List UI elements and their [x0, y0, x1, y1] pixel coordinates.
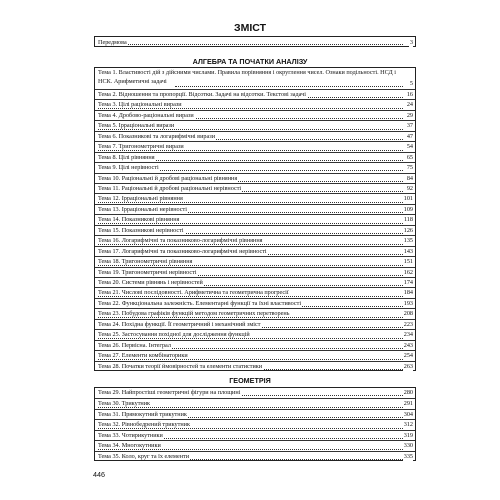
- toc-entry-page: 291: [403, 399, 413, 409]
- preface-box: [94, 36, 416, 47]
- toc-row: [95, 68, 415, 89]
- toc-entry-label: Тема 20. Системи рівнянь і нерівностей: [98, 279, 203, 286]
- toc-entry-label: Тема 19. Тригонометричні нерівності: [98, 268, 197, 276]
- toc-entry-label: Тема 11. Раціональні й дробові раціональні нерівності: [98, 184, 242, 192]
- toc-entry-label: Тема 14. Показникові рівняння: [98, 216, 180, 224]
- toc-entry-page: 263: [403, 362, 413, 372]
- toc-entry-page: 304: [403, 410, 413, 420]
- toc-entry-page: 234: [403, 330, 413, 340]
- section-title-algebra: АЛГЕБРА ТА ПОЧАТКИ АНАЛІЗУ: [192, 57, 308, 66]
- toc-entry-page: 208: [403, 309, 413, 319]
- toc-entry-label: Тема 17. Логарифмічні та показниково-логарифмічні нерівності: [98, 247, 267, 255]
- algebra-toc-box: [94, 67, 416, 371]
- toc-entry-page: 118: [403, 215, 413, 225]
- toc-entry-page: 193: [403, 299, 413, 309]
- toc-entry-page: 330: [403, 441, 413, 451]
- dot-leader: [175, 86, 403, 87]
- toc-row: [95, 361, 415, 372]
- toc-entry-label: Тема 12. Ірраціональні рівняння: [98, 195, 183, 203]
- toc-entry-label: Тема 1. Властивості дій з дійсними числами. Правила порівняння і округлення чисел. Ознаки подільності. НСД і НСК. Арифметичні задачі: [98, 69, 396, 85]
- toc-entry-page: 243: [403, 341, 413, 351]
- toc-entry-page: 174: [403, 278, 413, 288]
- toc-entry-label: Тема 30. Трикутник: [98, 400, 151, 408]
- toc-entry-page: 16: [406, 90, 413, 100]
- toc-entry-label: Тема 31. Прямокутний трикутник: [98, 410, 187, 418]
- toc-entry-label: Тема 6. Показникові та логарифмічні вирази: [98, 132, 216, 140]
- toc-entry-page: 162: [403, 268, 413, 278]
- geometry-toc-box: [94, 387, 416, 461]
- toc-entry-page: 3: [409, 38, 413, 46]
- toc-entry-label: Тема 29. Найпростіші геометричні фігури на площині: [98, 389, 241, 396]
- toc-row-preface: [95, 38, 415, 48]
- toc-entry-label: Тема 3. Цілі раціональні вирази: [98, 101, 182, 109]
- toc-entry-page: 335: [403, 452, 413, 462]
- toc-entry-page: 5: [409, 79, 413, 87]
- toc-entry-label: Тема 21. Числові послідовності. Арифметична та геометрична прогресії: [98, 289, 289, 297]
- toc-entry-label: Тема 5. Ірраціональні вирази: [98, 122, 175, 130]
- toc-entry-page: 92: [406, 184, 413, 194]
- toc-entry-page: 37: [406, 121, 413, 131]
- toc-entry-page: 135: [403, 236, 413, 246]
- toc-entry-label: Тема 34. Многокутники: [98, 442, 161, 450]
- toc-entry-label: Тема 16. Логарифмічні та показниково-логарифмічні рівняння: [98, 237, 263, 245]
- toc-entry-label: Тема 10. Раціональні й дробові раціональні рівняння: [98, 174, 238, 182]
- toc-entry-label: Передмова: [98, 38, 127, 46]
- toc-entry-label: Тема 27. Елементи комбінаторики: [98, 352, 188, 360]
- page-number: 446: [93, 470, 105, 479]
- toc-entry-label: Тема 33. Чотирикутники: [98, 431, 163, 439]
- toc-entry-page: 54: [406, 142, 413, 152]
- toc-entry-page: 75: [406, 163, 413, 173]
- section-title-geometry: ГЕОМЕТРІЯ: [229, 376, 271, 385]
- toc-entry-page: 319: [403, 431, 413, 441]
- toc-entry-page: 84: [406, 174, 413, 184]
- toc-entry-label: Тема 13. Ірраціональні нерівності: [98, 205, 187, 213]
- toc-entry-label: Тема 25. Застосування похідної для дослідження функцій: [98, 331, 250, 339]
- toc-entry-label: Тема 15. Показникові нерівності: [98, 226, 184, 234]
- toc-entry-page: 223: [403, 320, 413, 330]
- toc-entry-page: 254: [403, 351, 413, 361]
- toc-entry-label: Тема 18. Тригонометричні рівняння: [98, 258, 193, 266]
- toc-entry-label: Тема 32. Рівнобедрений трикутник: [98, 421, 190, 429]
- toc-entry-label: Тема 35. Коло, круг та їх елементи: [98, 452, 190, 460]
- toc-entry-page: 101: [403, 194, 413, 204]
- toc-entry-page: 151: [403, 257, 413, 267]
- toc-entry-label: Тема 9. Цілі нерівності: [98, 164, 159, 172]
- toc-entry-page: 109: [403, 205, 413, 215]
- toc-entry-page: 24: [406, 100, 413, 110]
- toc-entry-page: 280: [403, 388, 413, 398]
- toc-entry-label: Тема 2. Відношення та пропорції. Відсотки. Задачі на відсотки. Текстові задачі: [98, 90, 306, 98]
- toc-entry-page: 126: [403, 226, 413, 236]
- toc-entry-page: 312: [403, 420, 413, 430]
- toc-entry-label: Тема 4. Дробово-раціональні вирази: [98, 111, 194, 119]
- toc-entry-label: Тема 8. Цілі рівняння: [98, 153, 155, 161]
- toc-entry-page: 184: [403, 288, 413, 298]
- toc-entry-page: 143: [403, 247, 413, 257]
- toc-row: [95, 388, 415, 398]
- toc-entry-page: 47: [406, 132, 413, 142]
- toc-entry-label: Тема 22. Функціональна залежність. Елементарні функції та їхні властивості: [98, 299, 302, 307]
- toc-entry-label: Тема 28. Початки теорії ймовірностей та елементи статистики: [98, 362, 263, 370]
- page-title: ЗМІСТ: [234, 22, 266, 34]
- toc-entry-label: Тема 26. Первісна. Інтеграл: [98, 341, 171, 349]
- toc-entry-label: Тема 23. Побудова графіків функцій методом геометричних перетворень: [98, 310, 290, 318]
- toc-entry-page: 29: [406, 111, 413, 121]
- toc-entry-label: Тема 24. Похідна функції. Її геометричний і механічний зміст: [98, 320, 261, 328]
- toc-entry-page: 65: [406, 153, 413, 163]
- toc-row: [95, 451, 415, 462]
- toc-entry-label: Тема 7. Тригонометричні вирази: [98, 143, 184, 151]
